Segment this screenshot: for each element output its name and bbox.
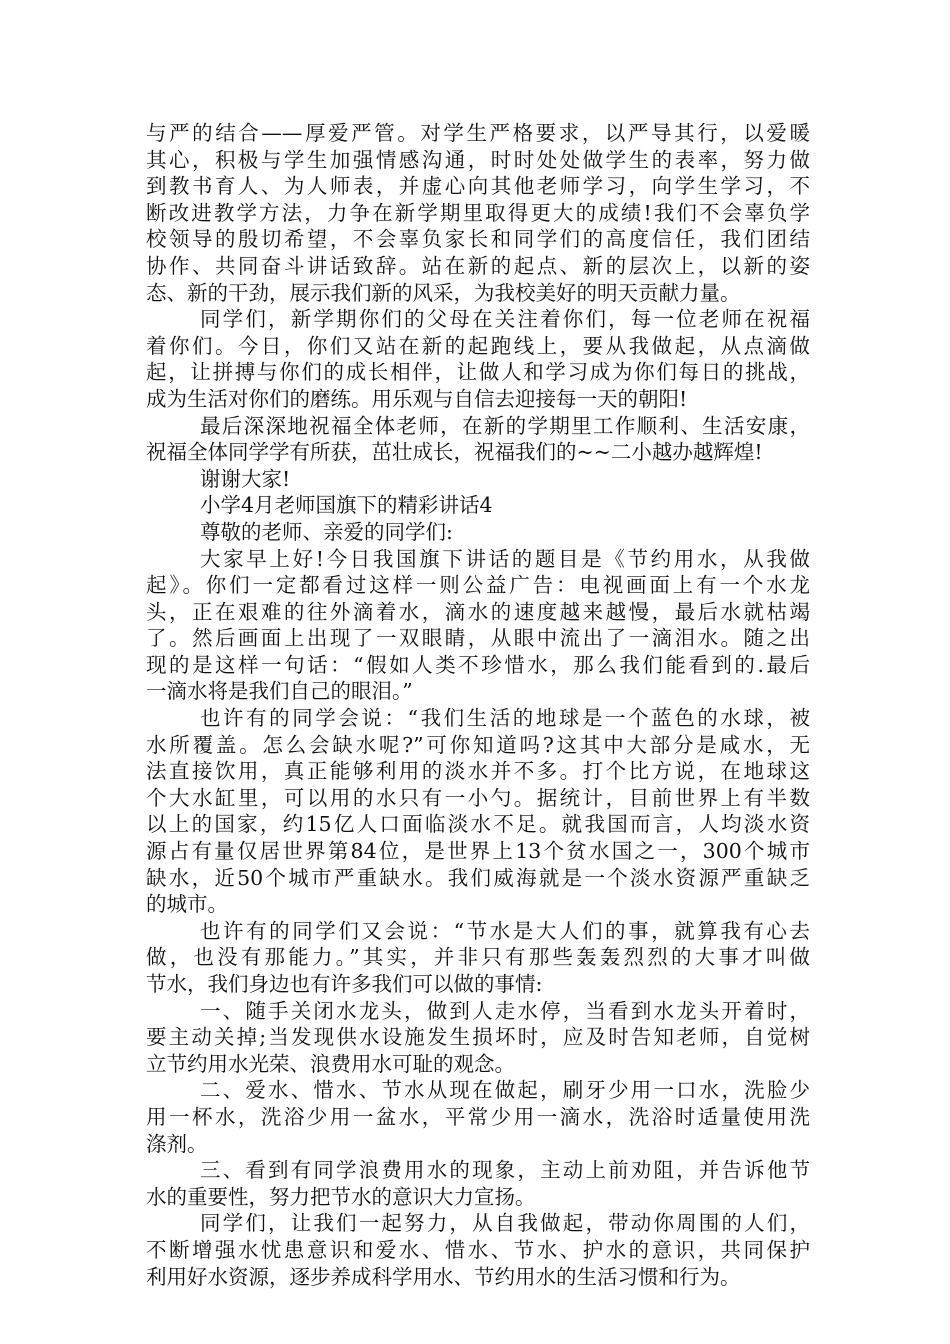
paragraph	[146, 546, 810, 706]
paragraph	[146, 519, 810, 546]
text-line: 尊敬的老师、亲爱的同学们:	[200, 519, 453, 544]
text-line: 缺水，近50个城市严重缺水。我们威海就是一个淡水资源严重缺乏	[146, 865, 810, 890]
text-line: 其心，积极与学生加强情感沟通，时时处处做学生的表率，努力做	[146, 147, 810, 172]
text-line: 校领导的殷切希望，不会辜负家长和同学们的高度信任，我们团结	[146, 227, 810, 252]
text-line: 到教书育人、为人师表，并虚心向其他老师学习，向学生学习，不	[146, 174, 810, 199]
text-line: 协作、共同奋斗讲话致辞。站在新的起点、新的层次上，以新的姿	[146, 253, 810, 278]
text-line: 小学4月老师国旗下的精彩讲话4	[200, 493, 493, 518]
text-line: 同学们，让我们一起努力，从自我做起，带动你周围的人们，	[200, 1211, 810, 1236]
text-line: 立节约用水光荣、浪费用水可耻的观念。	[146, 1051, 515, 1076]
document-body	[146, 120, 810, 1290]
text-line: 断改进教学方法，力争在新学期里取得更大的成绩!我们不会辜负学	[146, 200, 810, 225]
text-line: 二、爱水、惜水、节水从现在做起，刷牙少用一口水，洗脸少	[200, 1078, 810, 1103]
text-line: 起，让拼搏与你们的成长相伴，让做人和学习成为你们每日的挑战，	[146, 360, 810, 385]
text-line: 谢谢大家!	[200, 466, 291, 491]
paragraph	[146, 1157, 810, 1210]
text-line: 三、看到有同学浪费用水的现象，主动上前劝阻，并告诉他节	[200, 1158, 810, 1183]
text-line: 也许有的同学会说：“我们生活的地球是一个蓝色的水球，被	[200, 706, 810, 731]
text-line: 源占有量仅居世界第84位，是世界上13个贫水国之一，300个城市	[146, 839, 810, 864]
text-line: 个大水缸里，可以用的水只有一小勺。据统计，目前世界上有半数	[146, 785, 810, 810]
text-line: 水所覆盖。怎么会缺水呢?”可你知道吗?这其中大部分是咸水，无	[146, 732, 810, 757]
text-line: 大家早上好!今日我国旗下讲话的题目是《节约用水，从我做	[200, 546, 810, 571]
text-line: 着你们。今日，你们又站在新的起跑线上，要从我做起，从点滴做	[146, 333, 810, 358]
text-line: 以上的国家，约15亿人口面临淡水不足。就我国而言，人均淡水资	[146, 812, 810, 837]
text-line: 的城市。	[146, 892, 228, 917]
text-line: 最后深深地祝福全体老师，在新的学期里工作顺利、生活安康，	[200, 413, 810, 438]
paragraph	[146, 705, 810, 918]
text-line: 做，也没有那能力。”其实，并非只有那些轰轰烈烈的大事才叫做	[146, 945, 810, 970]
text-line: 现的是这样一句话：“假如人类不珍惜水，那么我们能看到的.最后	[146, 652, 810, 677]
paragraph	[146, 120, 810, 306]
text-line: 一滴水将是我们自己的眼泪。”	[146, 679, 413, 704]
paragraph	[146, 492, 810, 519]
text-line: 涤剂。	[146, 1131, 208, 1156]
text-line: 了。然后画面上出现了一双眼睛，从眼中流出了一滴泪水。随之出	[146, 626, 810, 651]
text-line: 成为生活对你们的磨练。用乐观与自信去迎接每一天的朝阳!	[146, 386, 688, 411]
text-line: 一、随手关闭水龙头，做到人走水停，当看到水龙头开着时，	[200, 998, 810, 1023]
paragraph	[146, 413, 810, 466]
text-line: 用一杯水，洗浴少用一盆水，平常少用一滴水，洗浴时适量使用洗	[146, 1104, 810, 1129]
text-line: 节水，我们身边也有许多我们可以做的事情:	[146, 972, 543, 996]
text-line: 与严的结合——厚爱严管。对学生严格要求，以严导其行，以爱暖	[146, 121, 810, 145]
text-line: 起》。你们一定都看过这样一则公益广告：电视画面上有一个水龙	[146, 573, 810, 598]
text-line: 态、新的干劲，展示我们新的风采，为我校美好的明天贡献力量。	[146, 280, 741, 305]
text-line: 利用好水资源，逐步养成科学用水、节约用水的生活习惯和行为。	[146, 1264, 741, 1289]
text-line: 要主动关掉;当发现供水设施发生损坏时，应及时告知老师，自觉树	[146, 1025, 810, 1050]
text-line: 也许有的同学们又会说：“节水是大人们的事，就算我有心去	[200, 918, 810, 943]
paragraph	[146, 306, 810, 412]
text-line: 头，正在艰难的往外滴着水，滴水的速度越来越慢，最后水就枯竭	[146, 599, 810, 624]
paragraph	[146, 998, 810, 1078]
text-line: 水的重要性，努力把节水的意识大力宣扬。	[146, 1184, 536, 1209]
paragraph	[146, 466, 810, 493]
text-line: 祝福全体同学学有所获，茁壮成长，祝福我们的~~二小越办越辉煌!	[146, 440, 763, 465]
text-line: 同学们，新学期你们的父母在关注着你们，每一位老师在祝福	[200, 307, 810, 332]
paragraph	[146, 1210, 810, 1290]
paragraph	[146, 918, 810, 998]
paragraph	[146, 1077, 810, 1157]
text-line: 法直接饮用，真正能够利用的淡水并不多。打个比方说，在地球这	[146, 759, 810, 784]
text-line: 不断增强水忧患意识和爱水、惜水、节水、护水的意识，共同保护	[146, 1237, 810, 1262]
